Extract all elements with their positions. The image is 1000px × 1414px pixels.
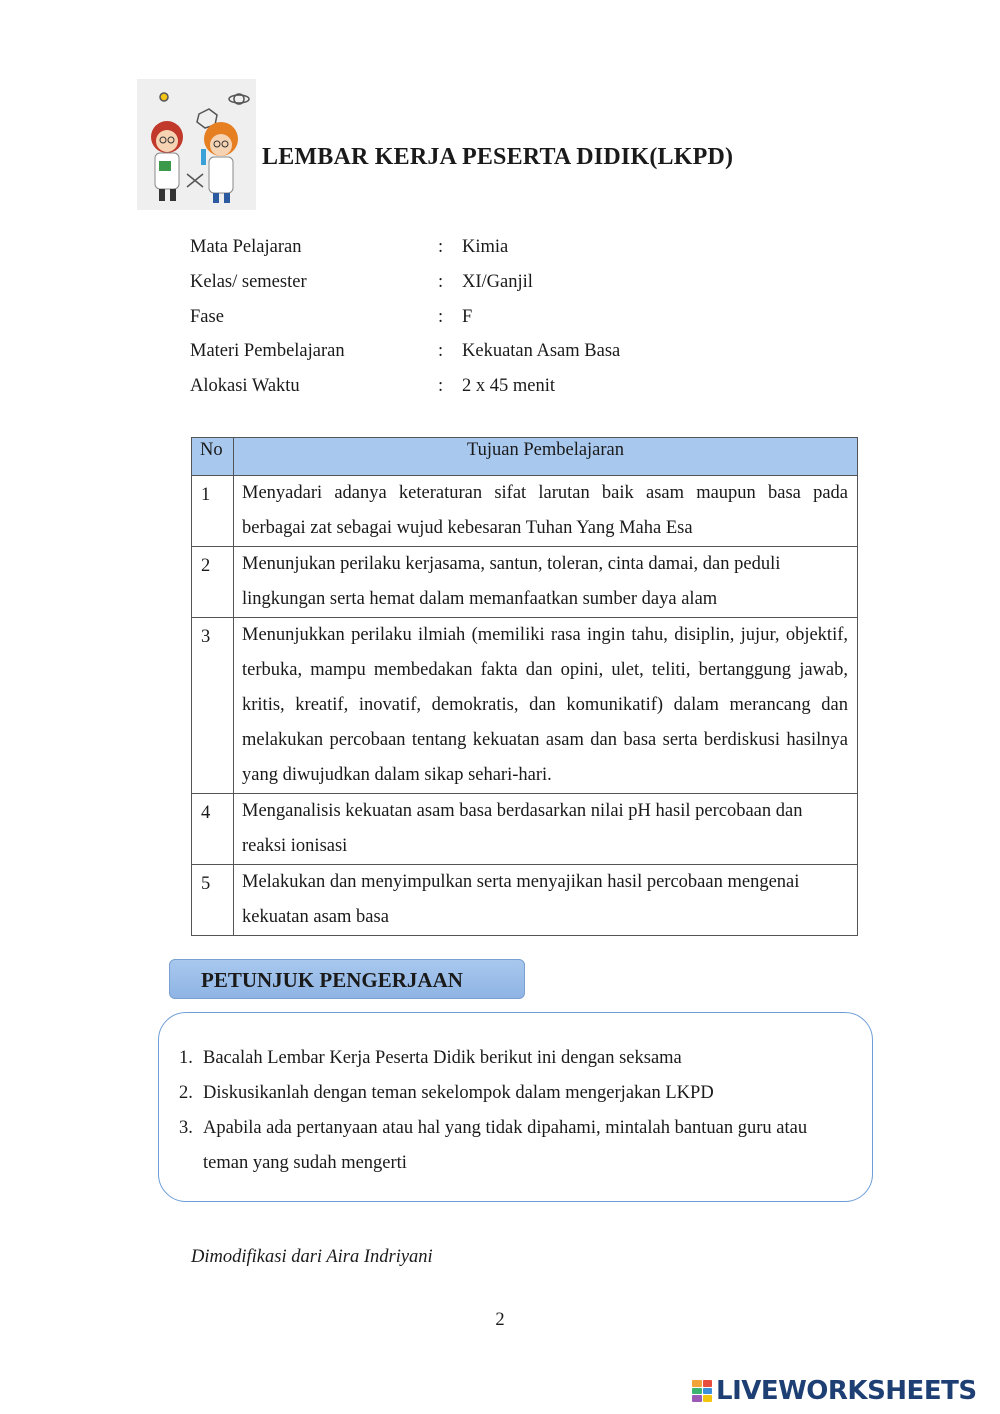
table-row — [192, 794, 858, 865]
table-row — [192, 618, 858, 794]
info-value: XI/Ganjil — [462, 272, 533, 292]
liveworksheets-brand-text: LIVEWORKSHEETS — [716, 1376, 977, 1406]
instructions-title: PETUNJUK PENGERJAAN — [169, 959, 525, 999]
column-header-objective: Tujuan Pembelajaran — [234, 438, 858, 476]
row-number: 4 — [192, 794, 234, 865]
instruction-number: 2. — [179, 1083, 193, 1103]
instruction-text: Bacalah Lembar Kerja Peserta Didik berikut ini dengan seksama — [203, 1048, 682, 1068]
objectives-table — [191, 437, 858, 936]
table-header-row — [192, 438, 858, 476]
info-row-material — [190, 341, 810, 371]
instruction-number: 1. — [179, 1048, 193, 1068]
info-value: Kimia — [462, 237, 509, 257]
info-separator: : — [438, 376, 444, 396]
instruction-number: 3. — [179, 1118, 193, 1138]
row-text: Melakukan dan menyimpulkan serta menyajikan hasil percobaan mengenai kekuatan asam basa — [234, 865, 858, 936]
info-label: Fase — [190, 307, 224, 327]
table-row — [192, 476, 858, 547]
info-separator: : — [438, 307, 444, 327]
row-number: 5 — [192, 865, 234, 936]
info-value: Kekuatan Asam Basa — [462, 341, 621, 361]
info-label: Mata Pelajaran — [190, 237, 302, 257]
info-label: Kelas/ semester — [190, 272, 307, 292]
info-separator: : — [438, 237, 444, 257]
instruction-text: Diskusikanlah dengan teman sekelompok dalam mengerjakan LKPD — [203, 1083, 714, 1103]
info-row-class — [190, 272, 810, 302]
liveworksheets-logo[interactable] — [692, 1376, 977, 1406]
info-label: Materi Pembelajaran — [190, 341, 345, 361]
row-text: Menganalisis kekuatan asam basa berdasarkan nilai pH hasil percobaan dan reaksi ionisasi — [234, 794, 858, 865]
info-value: 2 x 45 menit — [462, 376, 556, 396]
instruction-text: teman yang sudah mengerti — [203, 1153, 407, 1173]
scientists-illustration-icon — [137, 79, 256, 210]
info-separator: : — [438, 341, 444, 361]
row-text: Menunjukkan perilaku ilmiah (memiliki rasa ingin tahu, disiplin, jujur, objektif, terbuka, mampu membedakan fakta dan opini, ulet, teliti, bertanggung jawab, kritis, kreatif, inovatif, demokratis, dan komunikatif) dalam merancang dan melakukan percobaan tentang kekuatan asam dan basa serta berdiskusi hasilnya yang diwujudkan dalam sikap sehari-hari. — [234, 618, 858, 794]
info-row-phase — [190, 307, 810, 337]
column-header-no: No — [192, 438, 234, 476]
credit-note: Dimodifikasi dari Aira Indriyani — [191, 1247, 433, 1267]
table-row — [192, 865, 858, 936]
row-text: Menyadari adanya keteraturan sifat larutan baik asam maupun basa pada berbagai zat sebagai wujud kebesaran Tuhan Yang Maha Esa — [234, 476, 858, 547]
row-number: 1 — [192, 476, 234, 547]
liveworksheets-logo-icon — [692, 1380, 712, 1402]
table-row — [192, 547, 858, 618]
row-number: 3 — [192, 618, 234, 794]
info-value: F — [462, 307, 473, 327]
row-number: 2 — [192, 547, 234, 618]
info-row-time — [190, 376, 810, 406]
page-title: LEMBAR KERJA PESERTA DIDIK(LKPD) — [262, 144, 734, 170]
row-text: Menunjukan perilaku kerjasama, santun, toleran, cinta damai, dan peduli lingkungan serta hemat dalam memanfaatkan sumber daya alam — [234, 547, 858, 618]
info-separator: : — [438, 272, 444, 292]
info-label: Alokasi Waktu — [190, 376, 300, 396]
page-number: 2 — [495, 1310, 505, 1330]
instruction-text: Apabila ada pertanyaan atau hal yang tidak dipahami, mintalah bantuan guru atau — [203, 1118, 808, 1138]
scientists-illustration — [137, 79, 256, 210]
info-row-subject — [190, 237, 810, 267]
